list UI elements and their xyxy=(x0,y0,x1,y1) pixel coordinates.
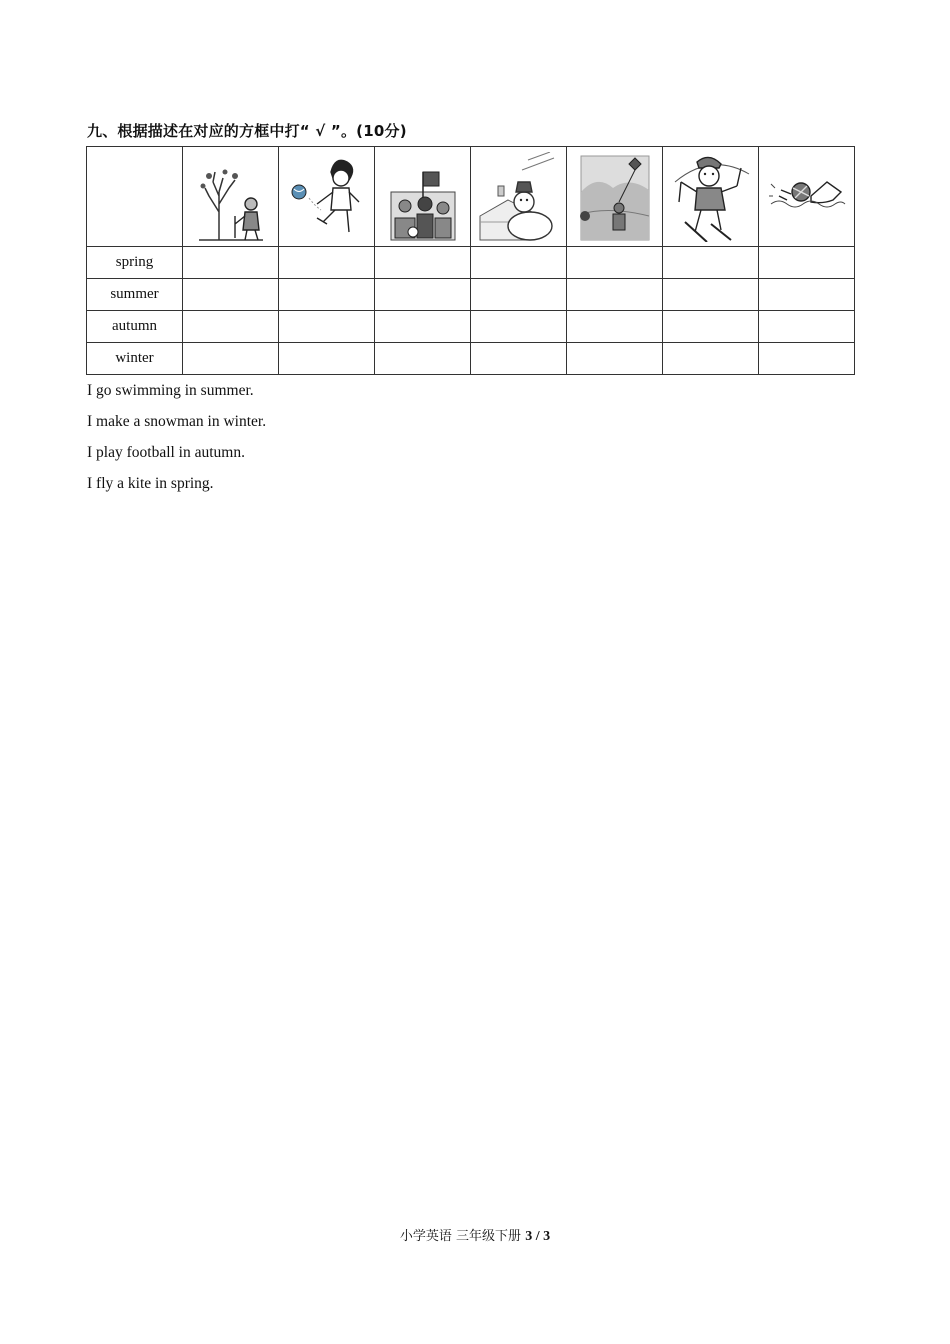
check-box[interactable] xyxy=(183,247,279,279)
check-box[interactable] xyxy=(663,343,759,375)
table-row xyxy=(87,279,855,311)
check-box[interactable] xyxy=(471,247,567,279)
footer-label: 小学英语 三年级下册 xyxy=(399,1229,522,1244)
table-row xyxy=(87,311,855,343)
check-box[interactable] xyxy=(183,311,279,343)
picture-row xyxy=(87,147,855,247)
page-number: 3 / 3 xyxy=(525,1229,551,1244)
season-label: spring xyxy=(87,247,183,279)
kid-playing-ball-icon xyxy=(287,152,367,242)
picture-cell xyxy=(375,147,471,247)
check-box[interactable] xyxy=(183,279,279,311)
football-game-icon xyxy=(387,152,459,242)
season-label: summer xyxy=(87,279,183,311)
check-box[interactable] xyxy=(375,343,471,375)
picture-cell xyxy=(759,147,855,247)
picture-cell xyxy=(183,147,279,247)
check-box[interactable] xyxy=(471,279,567,311)
skiing-icon xyxy=(671,152,751,242)
picture-cell xyxy=(279,147,375,247)
season-label: winter xyxy=(87,343,183,375)
picture-cell xyxy=(663,147,759,247)
check-box[interactable] xyxy=(663,311,759,343)
description-sentence: I play football in autumn. xyxy=(87,444,245,461)
snowman-icon xyxy=(478,152,560,242)
check-box[interactable] xyxy=(471,343,567,375)
table-row xyxy=(87,247,855,279)
description-sentence: I fly a kite in spring. xyxy=(87,475,214,492)
check-box[interactable] xyxy=(183,343,279,375)
tree-planting-icon xyxy=(195,152,267,242)
check-box[interactable] xyxy=(759,247,855,279)
kite-flying-icon xyxy=(579,152,651,242)
picture-cell xyxy=(471,147,567,247)
check-box[interactable] xyxy=(375,311,471,343)
check-box[interactable] xyxy=(567,247,663,279)
check-box[interactable] xyxy=(279,343,375,375)
swimming-icon xyxy=(767,152,847,242)
season-activity-table xyxy=(86,146,855,375)
check-box[interactable] xyxy=(663,247,759,279)
description-sentence: I make a snowman in winter. xyxy=(87,413,267,430)
season-label: autumn xyxy=(87,311,183,343)
section-title: 九、根据描述在对应的方框中打“ √ ”。(10分) xyxy=(87,122,407,140)
check-box[interactable] xyxy=(759,311,855,343)
description-sentence: I go swimming in summer. xyxy=(87,382,254,399)
check-box[interactable] xyxy=(471,311,567,343)
picture-cell xyxy=(567,147,663,247)
check-box[interactable] xyxy=(567,343,663,375)
page-footer xyxy=(0,1225,950,1245)
description-list xyxy=(87,382,266,506)
check-box[interactable] xyxy=(567,279,663,311)
check-box[interactable] xyxy=(663,279,759,311)
check-box[interactable] xyxy=(759,343,855,375)
check-box[interactable] xyxy=(567,311,663,343)
corner-cell xyxy=(87,147,183,247)
check-box[interactable] xyxy=(279,247,375,279)
table-row xyxy=(87,343,855,375)
check-box[interactable] xyxy=(279,311,375,343)
check-box[interactable] xyxy=(375,247,471,279)
check-box[interactable] xyxy=(375,279,471,311)
check-box[interactable] xyxy=(759,279,855,311)
check-box[interactable] xyxy=(279,279,375,311)
